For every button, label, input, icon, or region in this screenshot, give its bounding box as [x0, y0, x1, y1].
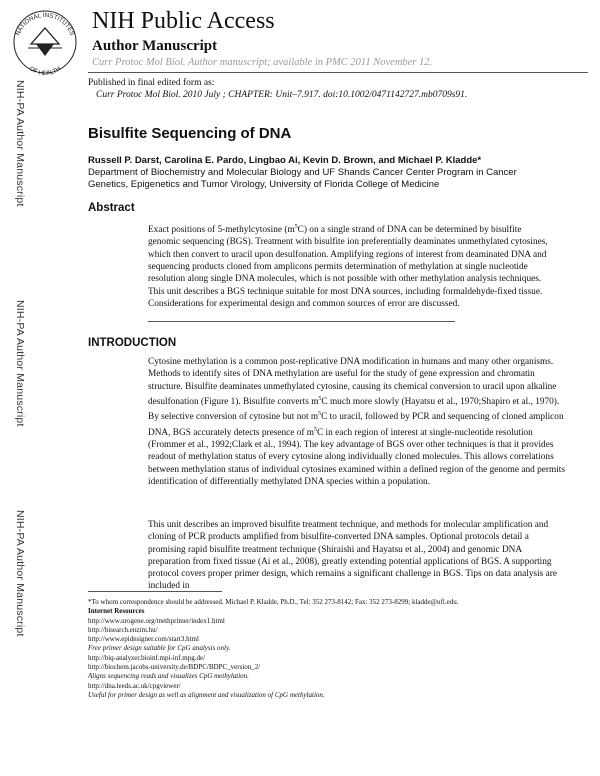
resource-note: Useful for primer design as well as alignment and visualization of CpG methylation. — [88, 690, 325, 699]
intro-paragraph-1: Cytosine methylation is a common post-replicative DNA modification in humans and many other organisms. Methods to identify sites of DNA methylation are useful for the study of gene expression and chromatin structure. Bisulfite deaminates unmethylated cytosine, causing its chemical conversion to uracil upon alkaline desulfonation (Figure 1). Bisulfite converts $m^5C$ much more slowly (Hayatsu et al., 1970;Shapiro et al., 1970). By selective conversion of cytosine but not $m^5C$ to uracil, followed by PCR and sequencing of cloned amplicon DNA, BGS accurately detects presence of $m^5C$ in each region of interest at single-nucleotide resolution (Frommer et al., 1992;Clark et al., 1994). The key advantage of BGS over other techniques is that it provides readout of methylation status of every cytosine along individually cloned molecules. This allows correlations between methylation status of individual cytosines examined within a defined region of the genome and permits identification of differentially methylated DNA species within a population. — [148, 357, 565, 487]
resource-line[interactable]: http://biochem.jacobs-university.de/BDPC/BDPC_version_2/ — [88, 663, 261, 672]
abstract-text: Exact positions of 5-methylcytosine $(m^5C)$ on a single strand of DNA can be determined by bisulfite genomic sequencing (BGS). Treatment with bisulfite ion preferentially deaminates unmethylated cytosines, which then convert to uracil upon desulfonation. Amplifying regions of interest from deaminated DNA and sequencing products cloned from amplicons permits determination of methylation at single nucleotide resolution along single DNA molecules, which is not possible with other methylation analysis techniques. This unit describes a BGS technique suitable for most DNA sources, including formaldehyde-fixed tissue. Considerations for experimental design and common sources of error are discussed. — [148, 224, 548, 309]
nih-logo — [6, 4, 84, 76]
citation-text: Curr Protoc Mol Biol. 2010 July ; CHAPTER: Unit–7.917. doi:10.1002/0471142727.mb0709s91. — [96, 90, 468, 100]
header-divider — [88, 72, 588, 73]
side-banner-2: NIH-PA Author Manuscript — [14, 300, 26, 427]
resource-note: Free primer design suitable for CpG analysis only. — [88, 644, 231, 653]
abstract-divider — [148, 321, 455, 322]
side-banner-1: NIH-PA Author Manuscript — [14, 80, 26, 207]
nih-public-access-title: NIH Public Access — [92, 8, 275, 34]
affiliation: Department of Biochemistry and Molecular Biology and UF Shands Cancer Center Program in Cancer Genetics, Epigenetics and Tumor Virology, University of Florida College of Medicine — [88, 167, 517, 190]
correspondence-note: *To whom correspondence should be addressed. Michael P. Kladde, Ph.D., Tel: 352 273-8142; Fax: 352 273-8299; kladde@ufl.edu. — [88, 598, 459, 606]
published-label: Published in final edited form as: — [88, 78, 215, 88]
resource-line[interactable]: http://www.epidesigner.com/start3.html — [88, 635, 199, 644]
article-title: Bisulfite Sequencing of DNA — [88, 125, 292, 142]
logo-text-top: NATIONAL INSTITUTES — [14, 11, 76, 37]
internet-resources-heading: Internet Resources — [88, 607, 145, 616]
citation-line — [96, 90, 467, 100]
author-manuscript-label: Author Manuscript — [92, 38, 218, 54]
footnote-block — [88, 598, 548, 700]
author-list: Russell P. Darst, Carolina E. Pardo, Lingbao Ai, Kevin D. Brown, and Michael P. Kladde* — [88, 155, 482, 166]
resource-line[interactable]: http://dna.leeds.ac.uk/cpgviewer/ — [88, 681, 181, 690]
resource-line[interactable]: http://bisearch.enzim.hu/ — [88, 625, 158, 634]
intro-paragraph-2: This unit describes an improved bisulfite treatment technique, and methods for molecular amplification and cloning of PCR products amplified from bisulfite-converted DNA samples. Optional protocols detail a promising rapid bisulfite treatment technique (Shiraishi and Hayatsu et al., 2004) and genomic DNA preparation from fixed tissue (Ai et al., 2008), greatly extending potential applications of BGS. A supporting protocol covers proper primer design, which remains a significant challenge in BGS. Tips on data analysis are included in — [148, 520, 557, 592]
side-banner-3: NIH-PA Author Manuscript — [14, 510, 26, 637]
availability-note: Curr Protoc Mol Biol. Author manuscript; available in PMC 2011 November 12. — [92, 57, 433, 68]
introduction-heading: INTRODUCTION — [88, 337, 177, 349]
footnote-divider — [88, 591, 222, 592]
resource-note: Aligns sequencing reads and visualizes CpG methylation. — [88, 672, 249, 681]
abstract-heading: Abstract — [88, 202, 135, 214]
resource-line[interactable]: http://biq-analyzer.bioinf.mpi-inf.mpg.de/ — [88, 653, 206, 662]
resource-line[interactable]: http://www.urogene.org/methprimer/index1.html — [88, 616, 225, 625]
logo-text-bottom: OF HEALTH — [27, 65, 63, 76]
